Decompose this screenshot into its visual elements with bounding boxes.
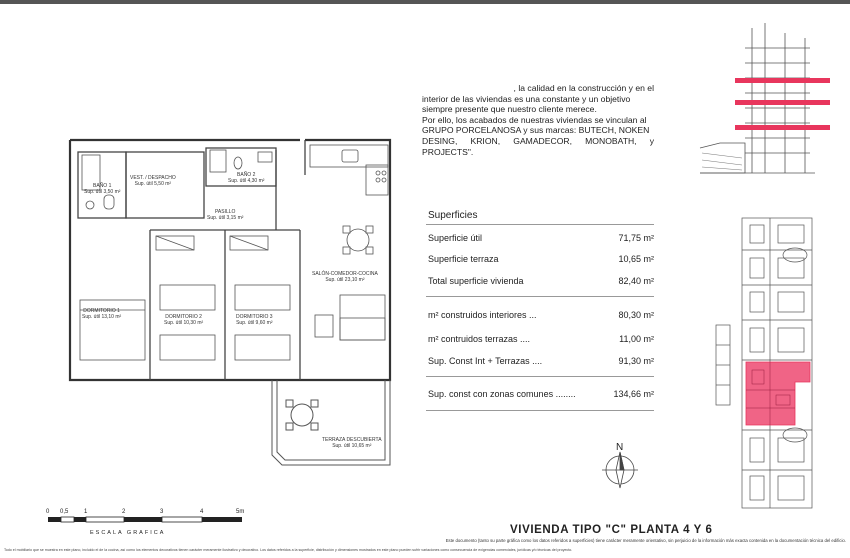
scale-tick: 2: [122, 509, 126, 515]
scale-caption: ESCALA GRAFICA: [90, 530, 166, 536]
surfaces-title: Superficies: [428, 210, 478, 221]
key-plan: [700, 210, 840, 515]
building-elevation: [690, 18, 840, 188]
scale-bar: [48, 517, 242, 522]
divider: [426, 296, 654, 297]
intro-line: DESING, KRION, GAMADECOR, MONOBATH, y PROJECTS".: [422, 135, 654, 157]
surface-row: Sup. const con zonas comunes ........ 134,66 m²: [428, 389, 654, 399]
scale-tick: 1: [84, 509, 88, 515]
intro-line: interior de las viviendas es una constante y un objetivo: [422, 93, 631, 104]
divider: [426, 410, 654, 411]
scale-tick: 4: [200, 509, 204, 515]
surface-row: Sup. Const Int + Terrazas .... 91,30 m²: [428, 356, 654, 366]
north-arrow-icon: [602, 452, 638, 488]
intro-line: Por ello, los acabados de nuestras viviendas se vinculan al: [422, 114, 647, 125]
intro-text: [422, 83, 654, 157]
divider: [426, 376, 654, 377]
room-label-dormitorio3: DORMITORIO 3 Sup. útil 9,60 m²: [236, 314, 273, 326]
divider: [426, 224, 654, 225]
room-label-bano2: BAÑO 2 Sup. útil 4,30 m²: [228, 172, 265, 184]
highlighted-unit: [746, 362, 810, 425]
room-label-bano1: BAÑO 1 Sup. útil 3,50 m²: [84, 183, 121, 195]
room-label-terraza: TERRAZA DESCUBIERTA Sup. útil 10,65 m²: [322, 437, 382, 449]
room-label-dormitorio2: DORMITORIO 2 Sup. útil 10,30 m²: [164, 314, 204, 326]
scale-tick: 0: [46, 509, 50, 515]
surface-row: m² construidos interiores ... 80,30 m²: [428, 310, 654, 320]
surface-row: Total superficie vivienda 82,40 m²: [428, 276, 654, 286]
room-label-vestidor: VEST. / DESPACHO Sup. útil 5,50 m²: [130, 175, 176, 187]
disclaimer-small-text: Todo el mobiliario que se muestra en este plano, incluido el de la cocina, así como los elementos decorativos tienen carácter meramente ilustrativo y decorativo. Los datos referidos a la superficie, distribución y dimensiones mostrados en este plano pueden sufrir variaciones como consecuencia de exigencias comerciales, jurídicas y/o técnicas del proyecto.: [4, 548, 573, 552]
room-label-salon: SALÓN-COMEDOR-COCINA Sup. útil 23,10 m²: [312, 271, 378, 283]
intro-line: , la calidad en la construcción y en el: [513, 83, 654, 93]
intro-line: GRUPO PORCELANOSA y sus marcas: BUTECH, NOKEN: [422, 125, 650, 136]
surface-row: Superficie terraza 10,65 m²: [428, 254, 654, 264]
scale-tick: 5m: [236, 509, 245, 515]
room-label-dormitorio1: DORMITORIO 1 Sup. útil 13,10 m²: [82, 308, 122, 320]
north-label: N: [616, 442, 624, 453]
room-label-pasillo: PASILLO Sup. útil 3,15 m²: [207, 209, 244, 221]
intro-line: siempre presente que nuestro cliente merece.: [422, 104, 597, 115]
page-title: VIVIENDA TIPO "C" PLANTA 4 Y 6: [510, 524, 713, 536]
disclaimer-text: Este documento (tanto su parte gráfica como los datos referidos a superficies) tiene carácter meramente orientativo, sin perjuicio de la información más exacta contenida en la documentación técnica del edificio.: [445, 538, 846, 543]
surface-row: Superficie útil 71,75 m²: [428, 233, 654, 243]
scale-tick: 0,5: [60, 509, 69, 515]
scale-tick: 3: [160, 509, 164, 515]
surface-row: m² contruidos terrazas .... 11,00 m²: [428, 334, 654, 344]
